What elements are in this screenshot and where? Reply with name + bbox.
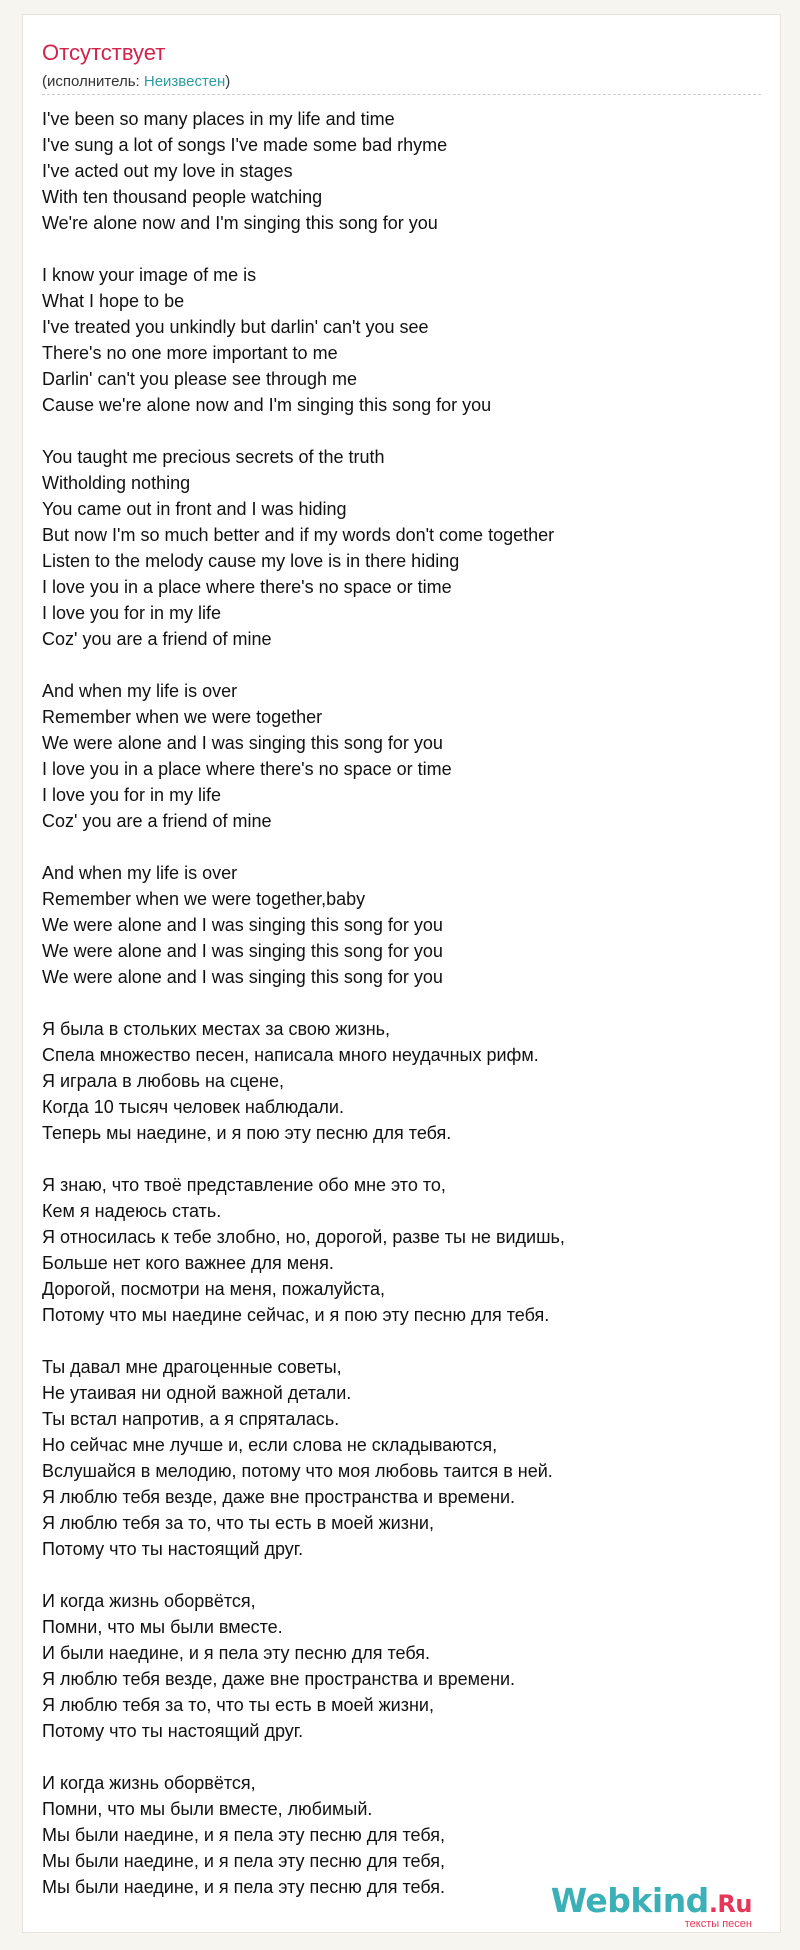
lyrics-line: Потому что ты настоящий друг. <box>42 1721 304 1741</box>
lyrics-line: I love you for in my life <box>42 603 222 623</box>
lyrics-stanza <box>42 860 762 990</box>
lyrics-line: I love you in a place where there's no space or time <box>42 577 452 597</box>
lyrics-line: We were alone and I was singing this song for you <box>42 915 443 935</box>
lyrics-line: Больше нет кого важнее для меня. <box>42 1253 334 1273</box>
lyrics-stanza <box>42 678 762 834</box>
lyrics-line: I love you for in my life <box>42 785 222 805</box>
lyrics-body <box>42 106 762 1926</box>
lyrics-line: And when my life is over <box>42 681 238 701</box>
logo-suffix-text: .Ru <box>708 1890 752 1918</box>
lyrics-stanza <box>42 1172 762 1328</box>
lyrics-line: I've sung a lot of songs I've made some bad rhyme <box>42 135 448 155</box>
lyrics-line: Я играла в любовь на сцене, <box>42 1071 285 1091</box>
lyrics-line: I've acted out my love in stages <box>42 161 293 181</box>
lyrics-line: You taught me precious secrets of the truth <box>42 447 385 467</box>
logo-main-text: Webkind <box>550 1881 709 1920</box>
artist-suffix: ) <box>225 73 231 90</box>
lyrics-line: Я люблю тебя везде, даже вне пространства и времени. <box>42 1487 516 1507</box>
lyrics-line: Я люблю тебя везде, даже вне пространства и времени. <box>42 1669 516 1689</box>
site-logo[interactable] <box>550 1881 752 1930</box>
lyrics-line: Я относилась к тебе злобно, но, дорогой, разве ты не видишь, <box>42 1227 565 1247</box>
lyrics-line: I've been so many places in my life and time <box>42 109 395 129</box>
lyrics-line: Я люблю тебя за то, что ты есть в моей жизни, <box>42 1513 434 1533</box>
lyrics-line: И когда жизнь оборвётся, <box>42 1591 256 1611</box>
lyrics-line: Coz' you are a friend of mine <box>42 629 272 649</box>
lyrics-line: Потому что ты настоящий друг. <box>42 1539 304 1559</box>
lyrics-line: Мы были наедине, и я пела эту песню для тебя. <box>42 1877 445 1897</box>
lyrics-line: Кем я надеюсь стать. <box>42 1201 222 1221</box>
lyrics-line: Witholding nothing <box>42 473 191 493</box>
lyrics-line: Когда 10 тысяч человек наблюдали. <box>42 1097 344 1117</box>
lyrics-line: I've treated you unkindly but darlin' can't you see <box>42 317 429 337</box>
artist-prefix: (исполнитель: <box>42 73 144 90</box>
lyrics-line: Но сейчас мне лучше и, если слова не складываются, <box>42 1435 498 1455</box>
header-divider <box>42 94 761 95</box>
artist-line <box>42 74 230 89</box>
artist-link[interactable]: Неизвестен <box>143 73 226 90</box>
lyrics-stanza <box>42 106 762 236</box>
lyrics-line: Remember when we were together,baby <box>42 889 366 909</box>
lyrics-line: There's no one more important to me <box>42 343 338 363</box>
lyrics-line: With ten thousand people watching <box>42 187 323 207</box>
song-title: Отсутствует <box>42 40 166 65</box>
lyrics-line: We were alone and I was singing this song for you <box>42 941 443 961</box>
lyrics-line: We were alone and I was singing this song for you <box>42 967 443 987</box>
lyrics-line: Помни, что мы были вместе. <box>42 1617 283 1637</box>
lyrics-line: Coz' you are a friend of mine <box>42 811 272 831</box>
lyrics-page <box>22 14 781 1933</box>
lyrics-line: Помни, что мы были вместе, любимый. <box>42 1799 373 1819</box>
lyrics-stanza <box>42 1354 762 1562</box>
lyrics-line: И когда жизнь оборвётся, <box>42 1773 256 1793</box>
lyrics-line: Ты давал мне драгоценные советы, <box>42 1357 342 1377</box>
lyrics-line: We're alone now and I'm singing this song for you <box>42 213 438 233</box>
lyrics-stanza <box>42 1016 762 1146</box>
lyrics-line: Я знаю, что твоё представление обо мне это то, <box>42 1175 446 1195</box>
logo-tagline: тексты песен <box>684 1918 752 1930</box>
logo-wordmark <box>550 1881 752 1920</box>
lyrics-line: I love you in a place where there's no space or time <box>42 759 452 779</box>
lyrics-line: Мы были наедине, и я пела эту песню для тебя, <box>42 1825 445 1845</box>
lyrics-line: You came out in front and I was hiding <box>42 499 347 519</box>
lyrics-line: Я была в стольких местах за свою жизнь, <box>42 1019 391 1039</box>
lyrics-stanza <box>42 262 762 418</box>
lyrics-line: Спела множество песен, написала много неудачных рифм. <box>42 1045 539 1065</box>
lyrics-line: Cause we're alone now and I'm singing this song for you <box>42 395 492 415</box>
lyrics-line: И были наедине, и я пела эту песню для тебя. <box>42 1643 431 1663</box>
lyrics-line: Не утаивая ни одной важной детали. <box>42 1383 352 1403</box>
lyrics-line: Ты встал напротив, а я спряталась. <box>42 1409 340 1429</box>
lyrics-line: Listen to the melody cause my love is in there hiding <box>42 551 460 571</box>
lyrics-line: What I hope to be <box>42 291 185 311</box>
lyrics-line: We were alone and I was singing this song for you <box>42 733 443 753</box>
lyrics-line: Мы были наедине, и я пела эту песню для тебя, <box>42 1851 445 1871</box>
lyrics-line: Теперь мы наедине, и я пою эту песню для тебя. <box>42 1123 452 1143</box>
lyrics-line: Remember when we were together <box>42 707 323 727</box>
lyrics-line: I know your image of me is <box>42 265 257 285</box>
lyrics-line: But now I'm so much better and if my words don't come together <box>42 525 555 545</box>
lyrics-line: Вслушайся в мелодию, потому что моя любовь таится в ней. <box>42 1461 553 1481</box>
lyrics-line: Я люблю тебя за то, что ты есть в моей жизни, <box>42 1695 434 1715</box>
lyrics-line: And when my life is over <box>42 863 238 883</box>
lyrics-stanza <box>42 444 762 652</box>
lyrics-line: Потому что мы наедине сейчас, и я пою эту песню для тебя. <box>42 1305 550 1325</box>
lyrics-line: Дорогой, посмотри на меня, пожалуйста, <box>42 1279 385 1299</box>
lyrics-line: Darlin' can't you please see through me <box>42 369 358 389</box>
lyrics-stanza <box>42 1588 762 1744</box>
